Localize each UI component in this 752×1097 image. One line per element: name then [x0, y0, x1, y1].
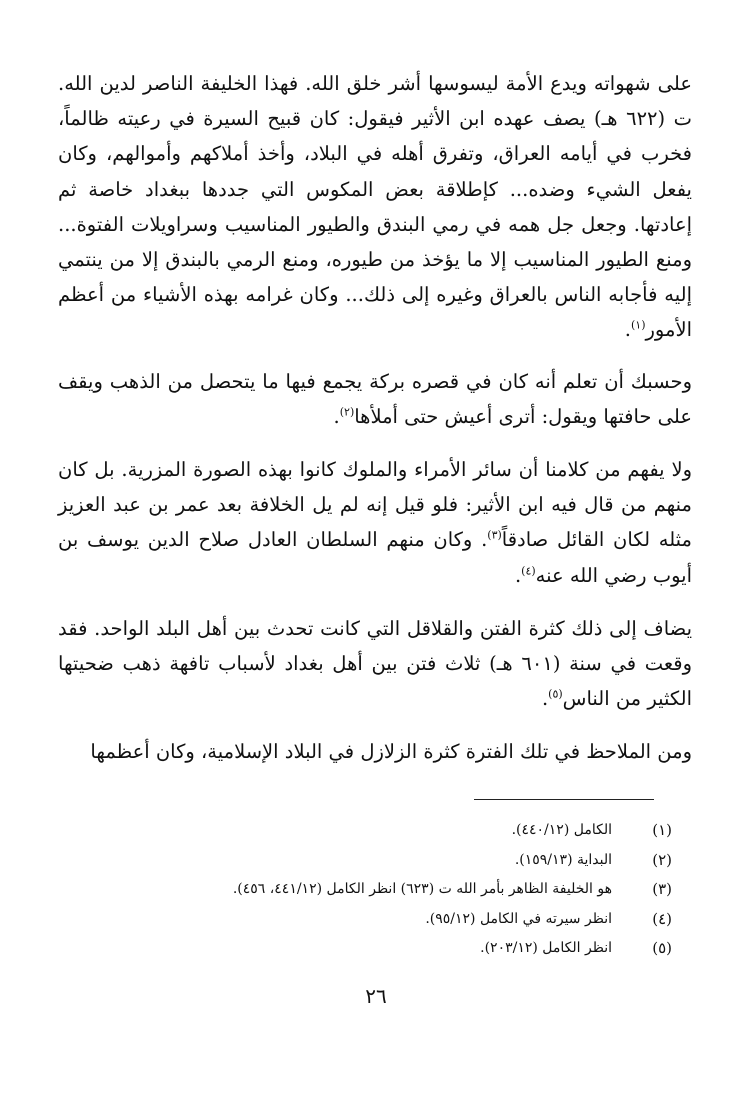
footnote-divider	[474, 799, 654, 800]
paragraph-text: على شهواته ويدع الأمة ليسوسها أشر خلق الله. فهذا الخليفة الناصر لدين الله. ت (٦٢٢ هـ) يصف عهده ابن الأثير فيقول: كان قبيح السيرة في رعيته ظالماً، فخرب في أيامه العراق، وتفرق أهله في البلاد، وأخذ أملاكهم وأموالهم، وكان يفعل الشيء وضده... كإطلاقة بعض المكوس التي جددها ببغداد خاصة ثم إعادتها. وجعل جل همه في رمي البندق والطيور المناسيب وسراويلات الفتوة... ومنع الطيور المناسيب إلا ما يؤخذ من طيوره، ومنع الرمي بالبندق إلا من ينتمي إليه فأجابه الناس بالعراق وغيره إلى ذلك... وكان غرامه بهذه الأشياء من أعظم الأمور	[58, 72, 692, 342]
paragraph-text: .	[624, 318, 631, 342]
paragraph-2	[58, 364, 692, 434]
footnote-item	[60, 816, 672, 846]
footnote-ref: (١)	[631, 318, 646, 332]
footnote-number: (٤)	[652, 909, 672, 928]
paragraph-text: .	[514, 563, 522, 587]
paragraph-4	[58, 611, 692, 717]
footnote-ref: (٤)	[521, 564, 536, 578]
footnote-text: الكامل (٤٤٠/١٢).	[511, 822, 612, 838]
paragraph-text: .	[541, 687, 549, 711]
paragraph-text: يضاف إلى ذلك كثرة الفتن والقلاقل التي كانت تحدث بين أهل البلد الواحد. فقد وقعت في سنة (٦٠١ هـ) ثلاث فتن بين أهل بغداد لأسباب تافهة ذهب ضحيتها الكثير من الناس	[58, 616, 692, 711]
footnote-text: البداية (١٥٩/١٣).	[514, 851, 612, 868]
paragraph-text: . وكان منهم السلطان العادل صلاح الدين يوسف بن أيوب رضي الله عنه	[58, 528, 692, 587]
paragraph-text: ومن الملاحظ في تلك الفترة كثرة الزلازل في البلاد الإسلامية، وكان أعظمها	[90, 740, 692, 764]
main-text	[58, 66, 692, 788]
footnote-number: (١)	[652, 821, 672, 839]
footnote-number: (٣)	[652, 880, 672, 898]
footnote-text: انظر الكامل (٢٠٣/١٢).	[480, 940, 612, 956]
paragraph-3	[58, 452, 692, 593]
footnote-item	[60, 934, 672, 964]
paragraph-5	[58, 734, 692, 769]
paragraph-text: وحسبك أن تعلم أنه كان في قصره بركة يجمع فيها ما يتحصل من الذهب ويقف على حافتها ويقول: أترى أعيش حتى أملأها	[58, 369, 692, 428]
page-number: ٢٦	[365, 984, 387, 1008]
footnote-text: هو الخليفة الظاهر بأمر الله ت (٦٢٣) انظر الكامل (٤٤١/١٢، ٤٥٦).	[232, 881, 612, 897]
footnote-ref: (٣)	[487, 528, 502, 542]
footnote-item	[60, 846, 672, 876]
footnote-ref: (٥)	[548, 687, 563, 701]
footnote-number: (٥)	[652, 939, 672, 957]
paragraph-1	[58, 66, 692, 348]
footnote-number: (٢)	[652, 850, 672, 869]
footnote-ref: (٢)	[339, 405, 355, 419]
footnote-text: انظر سيرته في الكامل (٩٥/١٢).	[425, 910, 612, 927]
footnote-item	[60, 875, 672, 905]
footnote-item	[60, 905, 672, 935]
paragraph-text: ولا يفهم من كلامنا أن سائر الأمراء والملوك كانوا بهذه الصورة المزرية. بل كان منهم من قال فيه ابن الأثير: فلو قيل إنه لم يل الخلافة بعد عمر بن عبد العزيز مثله لكان القائل صادقاً	[58, 458, 692, 552]
paragraph-text: .	[333, 404, 340, 428]
footnotes	[60, 816, 672, 964]
